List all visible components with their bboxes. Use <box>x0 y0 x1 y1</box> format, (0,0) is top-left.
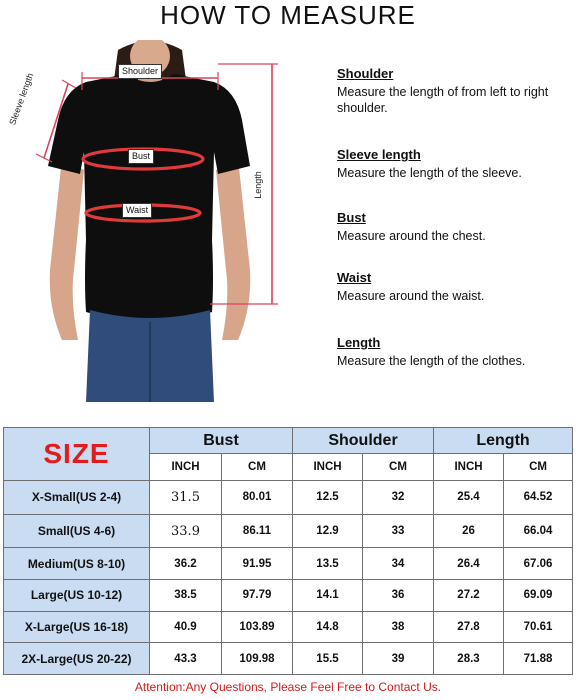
unit-header: INCH <box>293 454 363 481</box>
table-cell: 26 <box>434 514 504 548</box>
table-cell: 31.5 <box>150 481 222 515</box>
size-header: SIZE <box>4 428 150 481</box>
measurement-figure <box>0 40 300 402</box>
table-cell: 38 <box>363 611 434 643</box>
attention-note: Attention:Any Questions, Please Feel Free to Contact Us. <box>134 680 442 694</box>
bust-description-text: Measure around the chest. <box>337 229 486 243</box>
bust-label: Bust <box>128 149 154 164</box>
length-label: Length <box>252 171 263 199</box>
table-cell: 25.4 <box>434 481 504 515</box>
shoulder-description-title: Shoulder <box>337 66 394 81</box>
shoulder-description-text: Measure the length of from left to right shoulder. <box>337 85 549 115</box>
table-cell: 28.3 <box>434 643 504 675</box>
table-cell: 86.11 <box>222 514 293 548</box>
length-description-text: Measure the length of the clothes. <box>337 354 526 368</box>
unit-header: CM <box>222 454 293 481</box>
table-row <box>4 580 573 612</box>
table-cell: 12.5 <box>293 481 363 515</box>
table-cell: 40.9 <box>150 611 222 643</box>
size-label: Small(US 4-6) <box>4 514 150 548</box>
table-cell: 14.1 <box>293 580 363 612</box>
shoulder-description <box>337 66 572 116</box>
waist-label: Waist <box>122 203 152 218</box>
table-cell: 27.2 <box>434 580 504 612</box>
sleeve-length-description <box>337 147 572 181</box>
unit-header: CM <box>504 454 573 481</box>
right-arm <box>216 158 250 340</box>
size-label: Medium(US 8-10) <box>4 548 150 580</box>
shoulder-column-header: Shoulder <box>293 428 434 454</box>
unit-header: CM <box>363 454 434 481</box>
table-cell: 38.5 <box>150 580 222 612</box>
table-cell: 66.04 <box>504 514 573 548</box>
shoulder-label: Shoulder <box>118 64 162 79</box>
size-label: X-Large(US 16-18) <box>4 611 150 643</box>
table-row <box>4 643 573 675</box>
table-row <box>4 481 573 515</box>
table-cell: 67.06 <box>504 548 573 580</box>
bust-column-header: Bust <box>150 428 293 454</box>
table-cell: 12.9 <box>293 514 363 548</box>
size-label: Large(US 10-12) <box>4 580 150 612</box>
table-cell: 103.89 <box>222 611 293 643</box>
length-description-title: Length <box>337 335 381 350</box>
table-cell: 34 <box>363 548 434 580</box>
table-cell: 97.79 <box>222 580 293 612</box>
bust-description <box>337 210 572 244</box>
table-cell: 27.8 <box>434 611 504 643</box>
waist-description-title: Waist <box>337 270 372 285</box>
table-cell: 70.61 <box>504 611 573 643</box>
length-column-header: Length <box>434 428 573 454</box>
size-label: X-Small(US 2-4) <box>4 481 150 515</box>
table-cell: 36 <box>363 580 434 612</box>
table-cell: 109.98 <box>222 643 293 675</box>
size-label: 2X-Large(US 20-22) <box>4 643 150 675</box>
sleeve-length-description-text: Measure the length of the sleeve. <box>337 166 522 180</box>
size-chart-table <box>3 427 573 675</box>
table-cell: 80.01 <box>222 481 293 515</box>
table-cell: 71.88 <box>504 643 573 675</box>
table-row <box>4 548 573 580</box>
unit-header: INCH <box>434 454 504 481</box>
table-cell: 39 <box>363 643 434 675</box>
waist-description-text: Measure around the waist. <box>337 289 485 303</box>
left-arm <box>50 158 84 340</box>
model-illustration <box>0 40 300 402</box>
table-cell: 69.09 <box>504 580 573 612</box>
table-cell: 64.52 <box>504 481 573 515</box>
table-cell: 32 <box>363 481 434 515</box>
page-title: HOW TO MEASURE <box>160 0 416 30</box>
table-cell: 91.95 <box>222 548 293 580</box>
unit-header: INCH <box>150 454 222 481</box>
table-cell: 13.5 <box>293 548 363 580</box>
table-cell: 33.9 <box>150 514 222 548</box>
table-cell: 43.3 <box>150 643 222 675</box>
sleeve-length-description-title: Sleeve length <box>337 147 421 162</box>
table-cell: 33 <box>363 514 434 548</box>
length-description <box>337 335 572 369</box>
table-row <box>4 611 573 643</box>
sleeve-length-label: Sleeve length <box>7 71 36 127</box>
table-cell: 36.2 <box>150 548 222 580</box>
table-cell: 15.5 <box>293 643 363 675</box>
waist-description <box>337 270 572 304</box>
table-row <box>4 514 573 548</box>
table-cell: 14.8 <box>293 611 363 643</box>
bust-description-title: Bust <box>337 210 366 225</box>
table-cell: 26.4 <box>434 548 504 580</box>
